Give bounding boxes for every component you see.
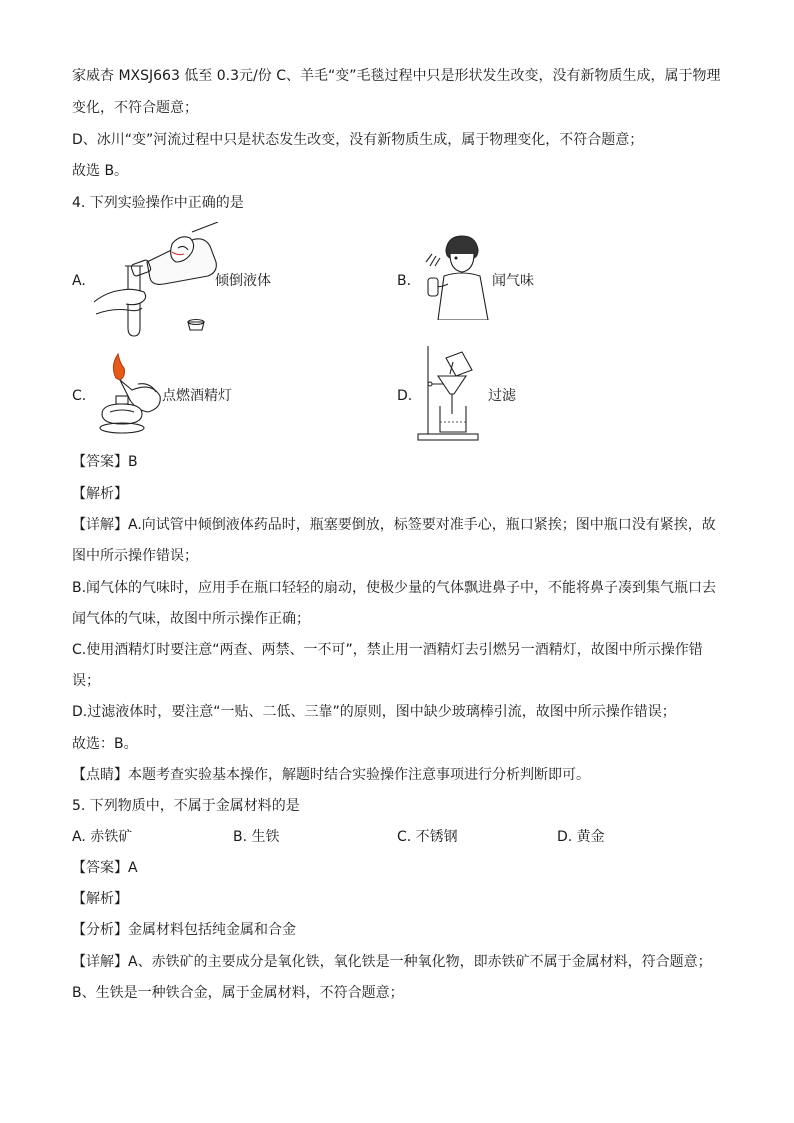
pouring-liquid-figure <box>92 222 222 337</box>
option-c-letter: C. <box>72 388 87 404</box>
option-a-label: 倾倒液体 <box>215 273 271 289</box>
q4-detail-4: 闻气体的气味，故图中所示操作正确； <box>72 611 310 627</box>
q5-option-c: C. 不锈钢 <box>397 829 458 845</box>
q4-detail-5: C.使用酒精灯时要注意“两查、两禁、一不可”，禁止用一酒精灯去引燃另一酒精灯，故图中所示操作错 <box>72 642 703 658</box>
option-a-letter: A. <box>72 273 86 289</box>
q4-comment: 【点睛】本题考查实验基本操作，解题时结合实验操作注意事项进行分析判断即可。 <box>72 767 590 783</box>
q4-detail-8: 故选：B。 <box>72 736 138 752</box>
text-line-1: 家威杏 MXSJ663 低至 0.3元/份 C、羊毛“变”毛毯过程中只是形状发生改变，没有新物质生成，属于物理 <box>72 68 721 84</box>
q4-detail-7: D.过滤液体时，要注意“一贴、二低、三靠”的原则，图中缺少玻璃棒引流，故图中所示操作错误； <box>72 704 676 720</box>
q5-analysis-heading: 【解析】 <box>72 891 128 907</box>
option-c-label: 点燃酒精灯 <box>162 388 232 404</box>
q5-answer: 【答案】A <box>72 860 138 876</box>
q5-option-a: A. 赤铁矿 <box>72 829 133 845</box>
text-line-2: 变化，不符合题意； <box>72 100 198 116</box>
q4-analysis-heading: 【解析】 <box>72 486 128 502</box>
q5-option-d: D. 黄金 <box>557 829 605 845</box>
q4-detail-6: 误； <box>72 673 100 689</box>
text-line-4: 故选 B。 <box>72 163 129 179</box>
option-b-label: 闻气味 <box>492 273 534 289</box>
q5-detail-1: 【详解】A、赤铁矿的主要成分是氧化铁，氧化铁是一种氧化物，即赤铁矿不属于金属材料，符合题意； <box>72 954 712 970</box>
q5-option-b: B. 生铁 <box>233 829 280 845</box>
alcohol-lamp-figure <box>92 352 170 436</box>
question-4: 4. 下列实验操作中正确的是 <box>72 195 244 211</box>
text-line-3: D、冰川“变”河流过程中只是状态发生改变，没有新物质生成，属于物理变化，不符合题意； <box>72 132 644 148</box>
q4-answer: 【答案】B <box>72 454 138 470</box>
option-d-label: 过滤 <box>488 388 516 404</box>
q4-detail-1: 【详解】A.向试管中倾倒液体药品时，瓶塞要倒放，标签要对准手心，瓶口紧挨；图中瓶口没有紧挨，故 <box>72 517 716 533</box>
question-5: 5. 下列物质中，不属于金属材料的是 <box>72 798 300 814</box>
q4-detail-3: B.闻气体的气味时，应用手在瓶口轻轻的扇动，使极少量的气体飘进鼻子中，不能将鼻子凑到集气瓶口去 <box>72 580 717 596</box>
q5-detail-2: B、生铁是一种铁合金，属于金属材料，不符合题意； <box>72 985 404 1001</box>
option-b-letter: B. <box>397 273 412 289</box>
smelling-gas-figure <box>418 232 493 320</box>
option-d-letter: D. <box>397 388 413 404</box>
filtration-figure <box>416 344 488 442</box>
q5-fenxi: 【分析】金属材料包括纯金属和合金 <box>72 922 296 938</box>
q4-detail-2: 图中所示操作错误； <box>72 548 198 564</box>
